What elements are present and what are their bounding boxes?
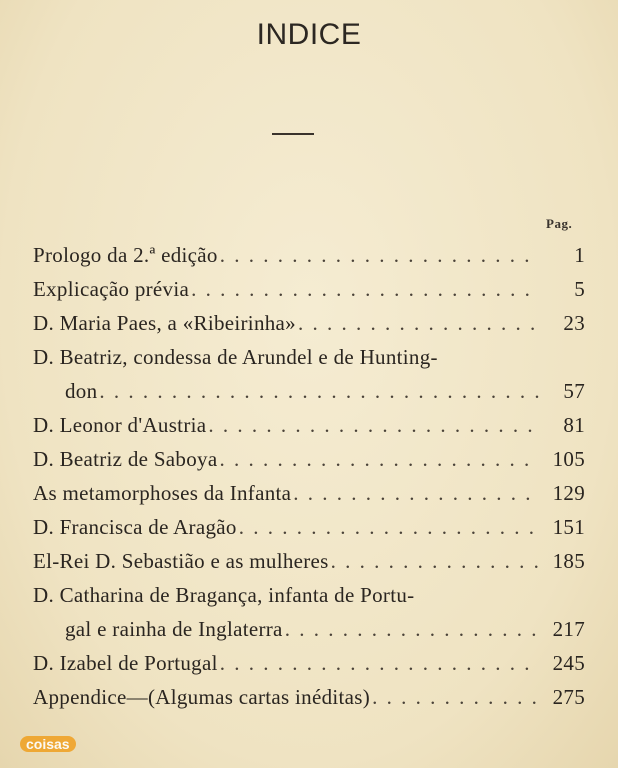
toc-entry	[33, 442, 585, 476]
dot-leader	[372, 680, 539, 714]
dot-leader	[220, 646, 539, 680]
toc-page-number: 105	[552, 447, 585, 471]
watermark-logo: coisas	[20, 736, 76, 752]
toc-entry	[33, 238, 585, 272]
toc-entry	[33, 476, 585, 510]
dot-leader	[293, 476, 539, 510]
toc-page-number: 57	[563, 379, 585, 403]
table-of-contents	[33, 238, 585, 714]
toc-page-number: 81	[563, 413, 585, 437]
index-title: INDICE	[256, 18, 362, 51]
toc-page-number: 275	[552, 685, 585, 709]
page-column-label: Pag.	[546, 216, 573, 231]
toc-entry	[33, 544, 585, 578]
toc-entry-title: gal e rainha de Inglaterra	[65, 617, 283, 641]
dot-leader	[219, 442, 539, 476]
toc-entry	[33, 306, 585, 340]
toc-entry	[33, 578, 585, 612]
toc-entry	[33, 510, 585, 544]
toc-page-number: 23	[563, 311, 585, 335]
toc-entry-title: don	[65, 379, 98, 403]
toc-entry	[33, 646, 585, 680]
toc-entry	[33, 374, 585, 408]
toc-entry-title: D. Leonor d'Austria	[33, 413, 207, 437]
dot-leader	[285, 612, 539, 646]
toc-page-number: 1	[574, 243, 585, 267]
toc-entry-title: D. Beatriz de Saboya	[33, 447, 218, 471]
dot-leader	[220, 238, 539, 272]
toc-entry	[33, 408, 585, 442]
dot-leader	[331, 544, 539, 578]
dot-leader	[298, 306, 539, 340]
toc-entry-title: Prologo da 2.ª edição	[33, 243, 218, 267]
dot-leader	[239, 510, 539, 544]
toc-entry-title: Appendice—(Algumas cartas inéditas)	[33, 685, 371, 709]
toc-entry-title: D. Francisca de Aragão	[33, 515, 237, 539]
toc-page-number: 185	[552, 549, 585, 573]
toc-page-number: 129	[552, 481, 585, 505]
toc-page-number: 245	[552, 651, 585, 675]
toc-entry-title: D. Catharina de Bragança, infanta de Portu-	[33, 583, 415, 607]
toc-entry-title: El-Rei D. Sebastião e as mulheres	[33, 549, 329, 573]
toc-entry	[33, 272, 585, 306]
dot-leader	[191, 272, 539, 306]
toc-entry-title: D. Beatriz, condessa de Arundel e de Hunting-	[33, 345, 438, 369]
toc-entry	[33, 612, 585, 646]
toc-entry-title: D. Maria Paes, a «Ribeirinha»	[33, 311, 296, 335]
toc-entry	[33, 680, 585, 714]
toc-page-number: 151	[552, 515, 585, 539]
dot-leader	[208, 408, 539, 442]
toc-entry-title: Explicação prévia	[33, 277, 190, 301]
toc-page-number: 217	[552, 617, 585, 641]
dot-leader	[99, 374, 539, 408]
toc-entry	[33, 340, 585, 374]
toc-entry-title: As metamorphoses da Infanta	[33, 481, 292, 505]
toc-page-number: 5	[574, 277, 585, 301]
toc-entry-title: D. Izabel de Portugal	[33, 651, 218, 675]
title-divider	[272, 133, 314, 135]
